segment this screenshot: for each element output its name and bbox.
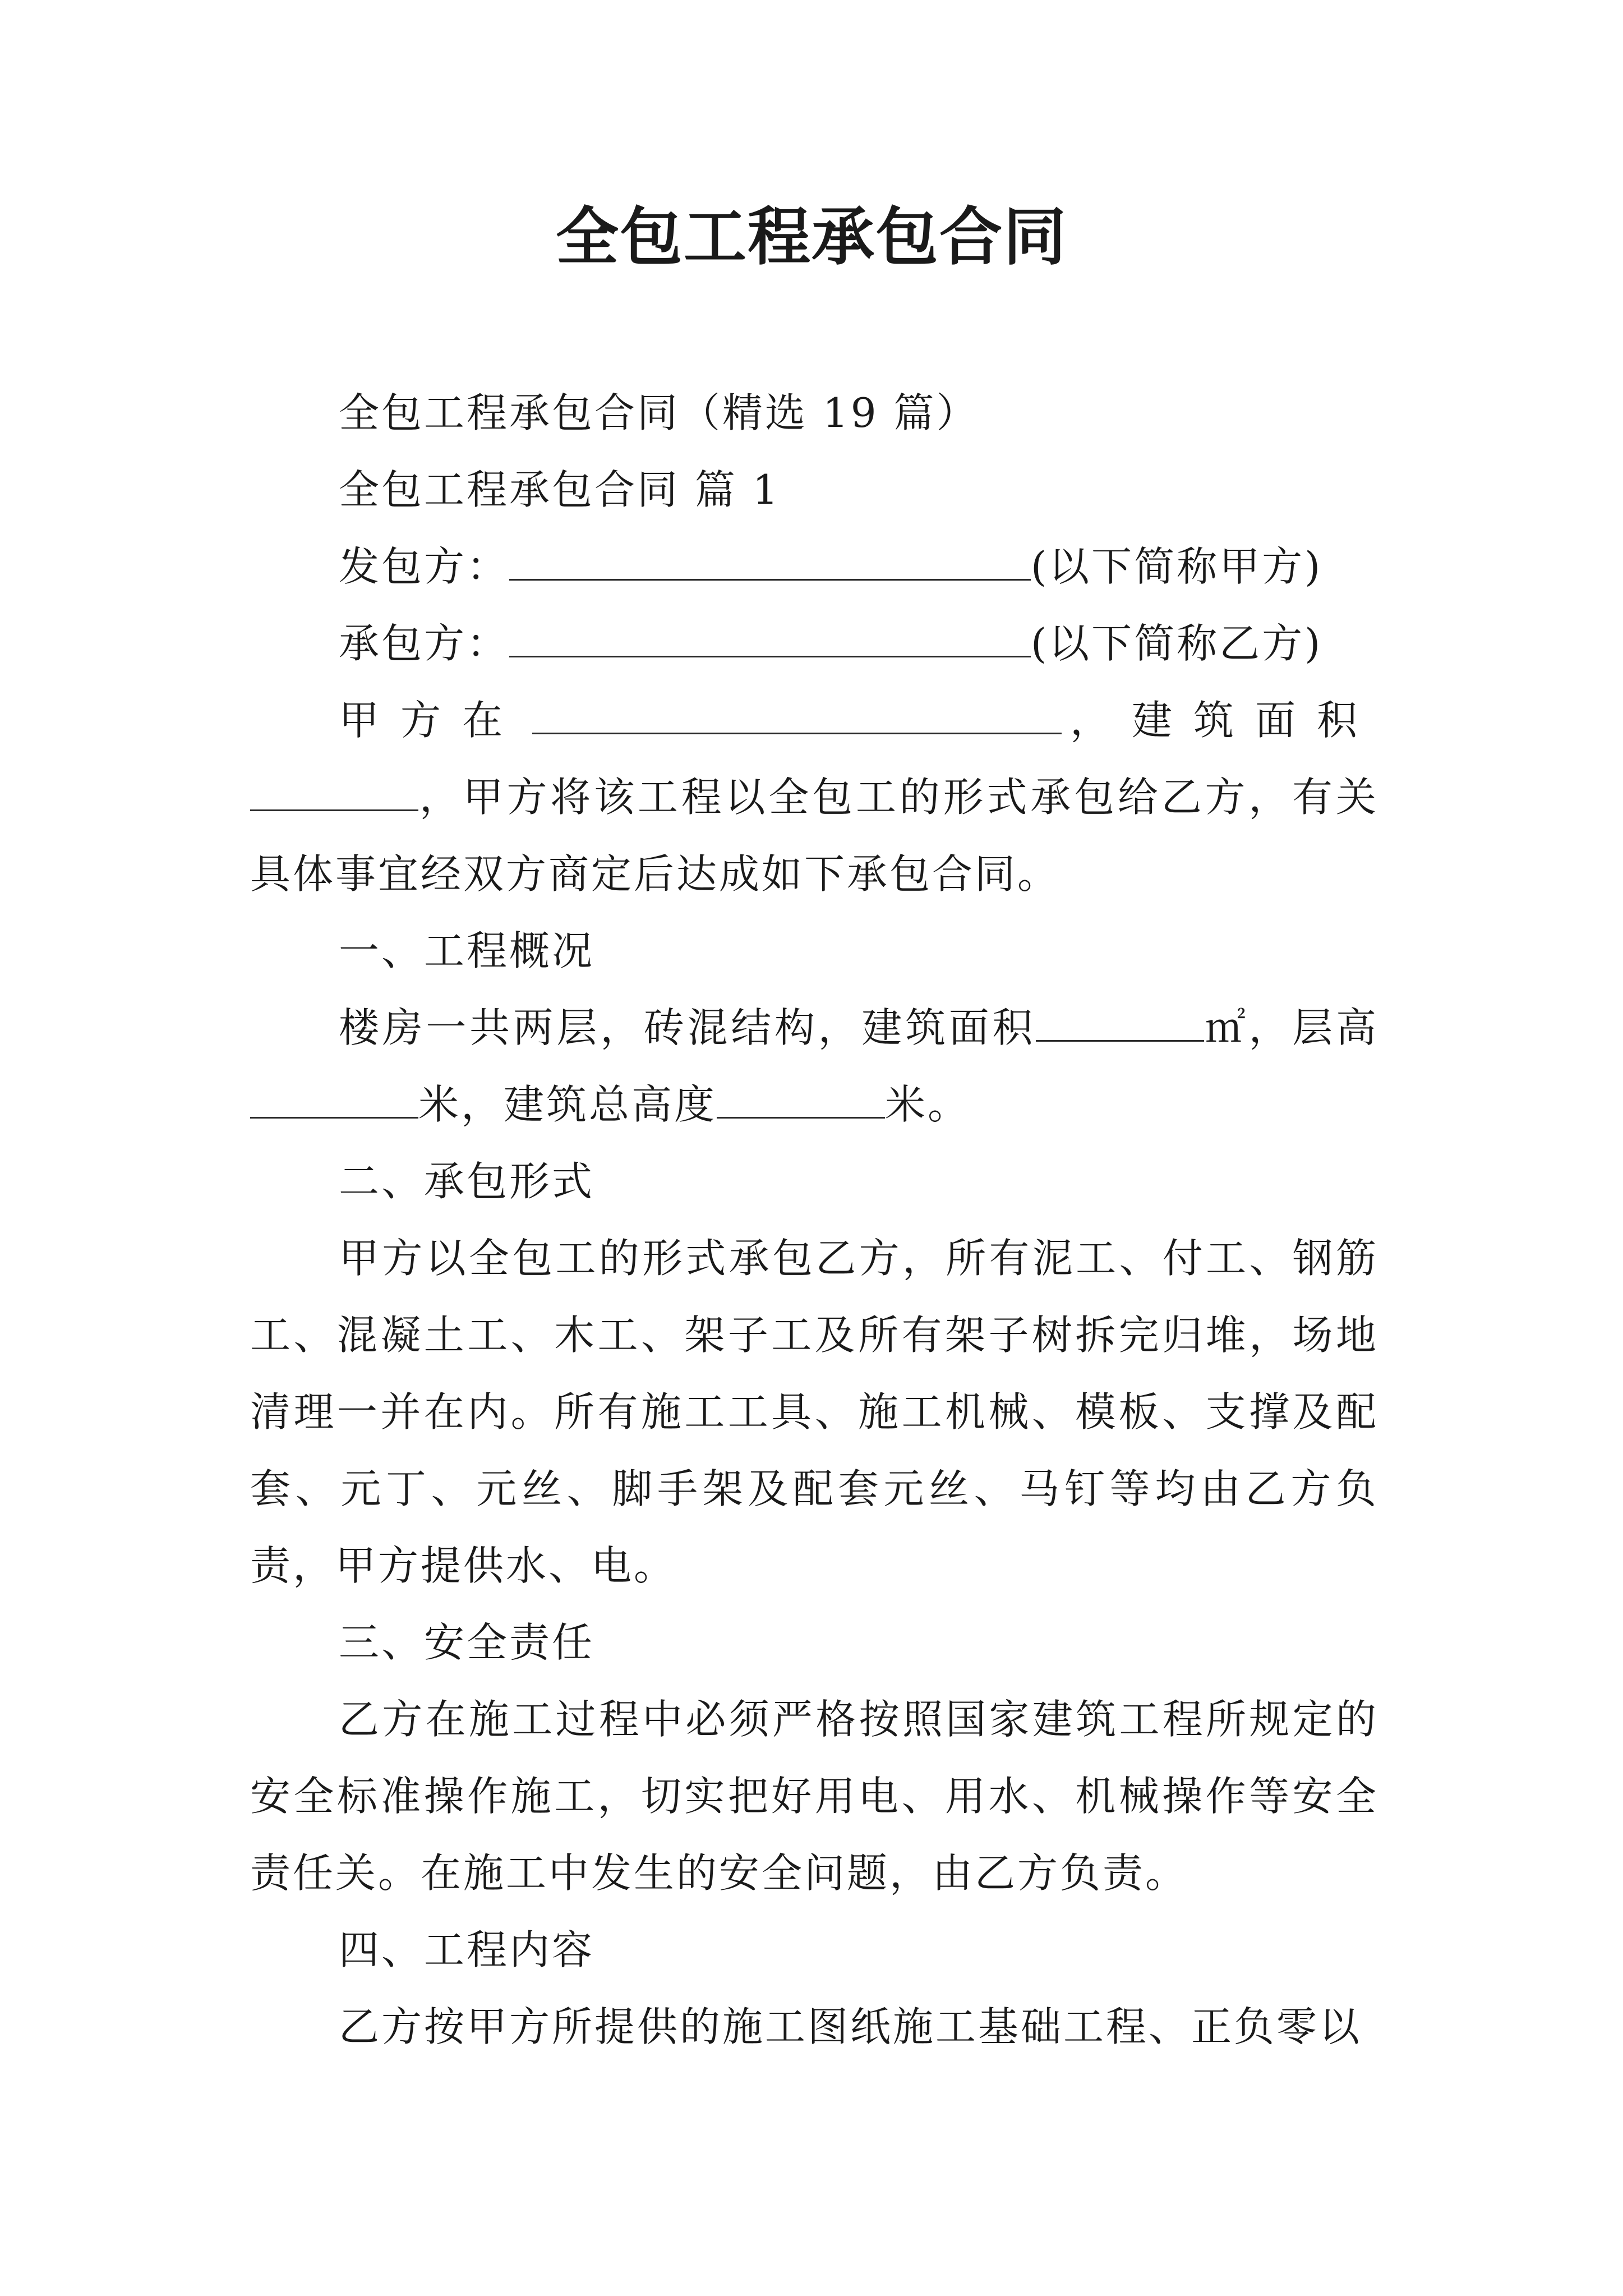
document-title: 全包工程承包合同 [556,200,1067,274]
employer-label: 发包方： [339,543,510,590]
site-paragraph [250,759,1378,913]
overview-paragraph [250,990,1378,1143]
site-tail: ，甲方将该工程以全包工的形式承包给乙方，有关具体事宜经双方商定后达成如下承包合同。 [250,774,1378,898]
contractor-suffix: (以下简称乙方) [1031,620,1323,667]
contractor-blank [509,621,1031,657]
heading-overview: 一、工程概况 [339,927,595,974]
overview-text-b: ㎡，层高 [1204,1004,1378,1051]
site-mid: ，建筑面积 [1069,697,1378,744]
section-heading: 全包工程承包合同 篇 1 [339,466,781,513]
floor-height-blank [250,1082,418,1119]
area-blank [250,775,418,811]
overview-text-a: 楼房一共两层，砖混结构，建筑面积 [339,1004,1036,1051]
document-body [250,375,1378,2065]
floor-area-blank [1036,1005,1204,1042]
heading-contract-form: 二、承包形式 [339,1158,595,1205]
heading-safety: 三、安全责任 [339,1619,595,1666]
site-blank [532,698,1062,734]
contractor-label: 承包方： [339,620,510,667]
site-lead: 甲方在 [339,697,524,744]
contractor-line [250,605,1378,682]
subtitle: 全包工程承包合同（精选 19 篇） [339,389,979,436]
overview-text-d: 米。 [885,1081,971,1128]
scope-paragraph: 乙方按甲方所提供的施工图纸施工基础工程、正负零以 [339,2003,1362,2050]
employer-suffix: (以下简称甲方) [1031,543,1323,590]
safety-paragraph: 乙方在施工过程中必须严格按照国家建筑工程所规定的安全标准操作施工，切实把好用电、用水、机械操作等安全责任关。在施工中发生的安全问题，由乙方负责。 [250,1696,1378,1897]
contract-form-paragraph: 甲方以全包工的形式承包乙方，所有泥工、付工、钢筋工、混凝土工、木工、架子工及所有架子树拆完归堆，场地清理一并在内。所有施工工具、施工机械、模板、支撑及配套、元丁、元丝、脚手架及配套元丝、马钉等均由乙方负责，甲方提供水、电。 [250,1235,1378,1589]
overview-text-c: 米，建筑总高度 [418,1081,717,1128]
employer-line [250,528,1378,605]
site-line [339,682,1378,759]
total-height-blank [717,1082,885,1119]
employer-blank [509,544,1031,581]
heading-scope: 四、工程内容 [339,1926,595,1973]
